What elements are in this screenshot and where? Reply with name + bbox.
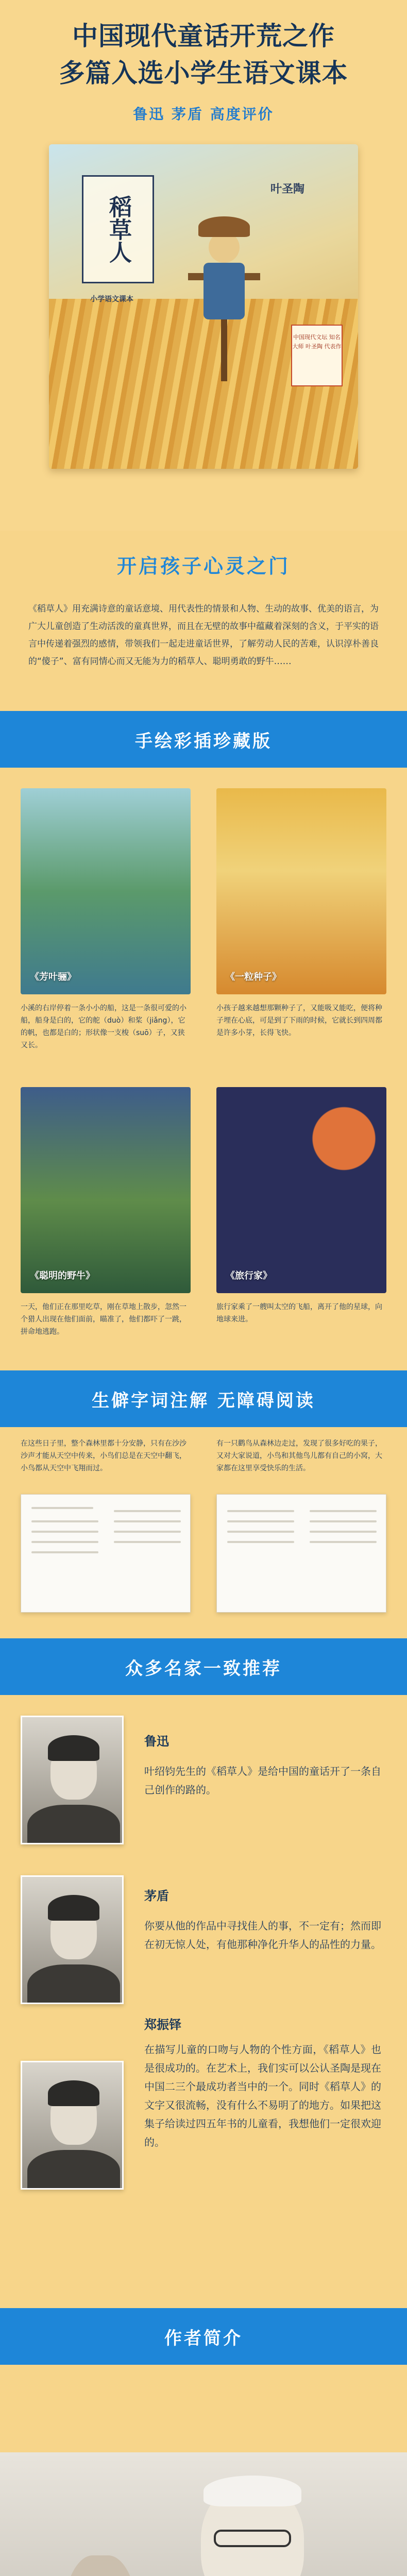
illustration-desc: 小孩子越来越想那颗种子了，又能吸又能吃，便将种子埋在心底，可是到了下雨的时候，它就长到四周都是许多小芽，长得飞快。 [216,1004,382,1037]
hero [0,0,407,531]
illustration-caption: 《芳叶骊》 [30,972,76,982]
photo-glasses [214,2530,291,2547]
page-line [31,1531,98,1533]
page-line [227,1510,294,1512]
section1-text: 《稻草人》用充满诗意的童话意境、用代表性的情景和人物、生动的故事、优美的语言，为广大儿童创造了生动活泼的童真世界，而且在无壁的故事中蕴藏着深刻的含义，于平实的语言中传递着强烈的感情，带领我们一起走进童话世界，了解劳动人民的苦难，认识淳朴善良的“傻子”、富有同情心而又无能为力的稻草人、聪明勇敢的野牛…… [28,604,379,667]
hero-title-line2: 多篇入选小学生语文课本 [59,58,348,88]
author-photo [0,2452,407,2576]
illustration-caption: 《旅行家》 [226,1270,272,1281]
section5-heading: 作者简介 [164,2328,243,2349]
illustration-buffalo [21,1087,191,1293]
page-line [227,1541,294,1543]
page-line [310,1531,377,1533]
recommender-quote: 你要从他的作品中寻找佳人的事，不一定有；然而即在初无惊人处，有他那种净化升华人的品性的力量。 [144,1920,381,1951]
illustration-caption: 《一粒种子》 [226,972,281,982]
cover-title-box [82,175,154,283]
scarecrow-hat [198,216,250,237]
cover-badge: 中国现代文坛 知名大师 叶圣陶 代表作 [291,325,343,386]
illustration-desc: 旅行家乘了一艘叫太空的飞船，离开了他的星球，向地球来进。 [216,1303,382,1324]
illustration-boat [21,788,191,994]
section2-banner [0,711,407,768]
photo-luxun [21,1716,124,1844]
cover-author: 叶圣陶 [270,183,305,196]
recommender-quote: 叶绍钧先生的《稻草人》是给中国的童话开了一条自己创作的路的。 [144,1765,381,1796]
recommender-name: 鲁迅 [144,1734,169,1749]
photo-maodun [21,1875,124,2004]
section4-heading: 众多名家一致推荐 [125,1658,282,1679]
photo-hair [204,2476,301,2506]
photo-coat [27,1805,120,1844]
scarecrow-pole [221,319,227,381]
photo-hair [48,1895,99,1921]
recommender-name: 郑振铎 [144,2018,181,2032]
photo-hair [48,1735,99,1761]
page-line [114,1541,181,1543]
book-page-spread [216,1494,386,1613]
photo-zhengzhenduo [21,2061,124,2190]
hero-subtitle: 鲁迅 茅盾 高度评价 [133,106,274,123]
page-line [227,1520,294,1522]
section3-heading: 生僻字词注解 无障碍阅读 [92,1390,315,1411]
page-line [31,1507,93,1509]
illustration-desc: 一天，他们正在那里吃草，刚在草地上散步，忽然一个猎人出现在他们面前，瞄准了，他们都吓了一跳，拼命地逃跑。 [21,1303,186,1336]
section1-banner [0,536,407,592]
page-line [310,1520,377,1522]
page-line [310,1510,377,1512]
page-line [114,1531,181,1533]
section4-banner [0,1638,407,1695]
photo-coat [27,1964,120,2004]
photo-hair [48,2080,99,2106]
page-line [31,1520,98,1522]
photo-coat [27,2150,120,2190]
hero-title-line1: 中国现代童话开荒之作 [72,21,335,51]
cover-series: 小学语文课本 [90,295,133,303]
illustration-seed [216,788,386,994]
page-line [114,1510,181,1512]
recommender-quote: 在描写儿童的口吻与人物的个性方面，《稻草人》也是很成功的。在艺术上，我们实可以公认圣陶是现在中国二三个最成功者当中的一个。同时《稻草人》的文字又很流畅，没有什么不易明了的地方。如果把这集子给读过四五年书的儿童看，我想他们一定很欢迎的。 [144,2043,381,2148]
section3-banner [0,1370,407,1427]
cover-title: 稻草人 [105,195,131,263]
section3-left-text: 在这些日子里，整个森林里都十分安静，只有在沙沙沙声才能从天空中传来，小鸟们总是在天空中翻飞，小鸟都从天空中飞翔而过。 [21,1439,186,1472]
illustration-traveler [216,1087,386,1293]
page-line [31,1551,98,1553]
recommender-name: 茅盾 [144,1889,169,1903]
section5-banner [0,2308,407,2365]
scarecrow-illustration [188,216,260,381]
book-cover [49,144,358,469]
section3-right-text: 有一只鹳鸟从森林边走过，发现了很多好吃的果子，又对大家说道，小鸟和其他鸟儿都有自己的小窝，大家都在这里享受快乐的生活。 [216,1439,382,1472]
page-line [114,1520,181,1522]
page-line [227,1531,294,1533]
section1-heading: 开启孩子心灵之门 [116,554,290,578]
section2-heading: 手绘彩插珍藏版 [135,731,272,752]
page-line [31,1541,98,1543]
scarecrow-body [204,263,245,319]
photo-child [62,2555,139,2576]
illustration-caption: 《聪明的野牛》 [30,1270,95,1281]
page-line [310,1541,377,1543]
illustration-desc: 小溪的右岸停着一条小小的船，这是一条很可爱的小船，船身是白的，它的舵（duò）和桨（jiǎng），它的帆，也都是白的；形状像一支梭（suō）子，又狭又长。 [21,1004,186,1049]
book-page-spread [21,1494,191,1613]
